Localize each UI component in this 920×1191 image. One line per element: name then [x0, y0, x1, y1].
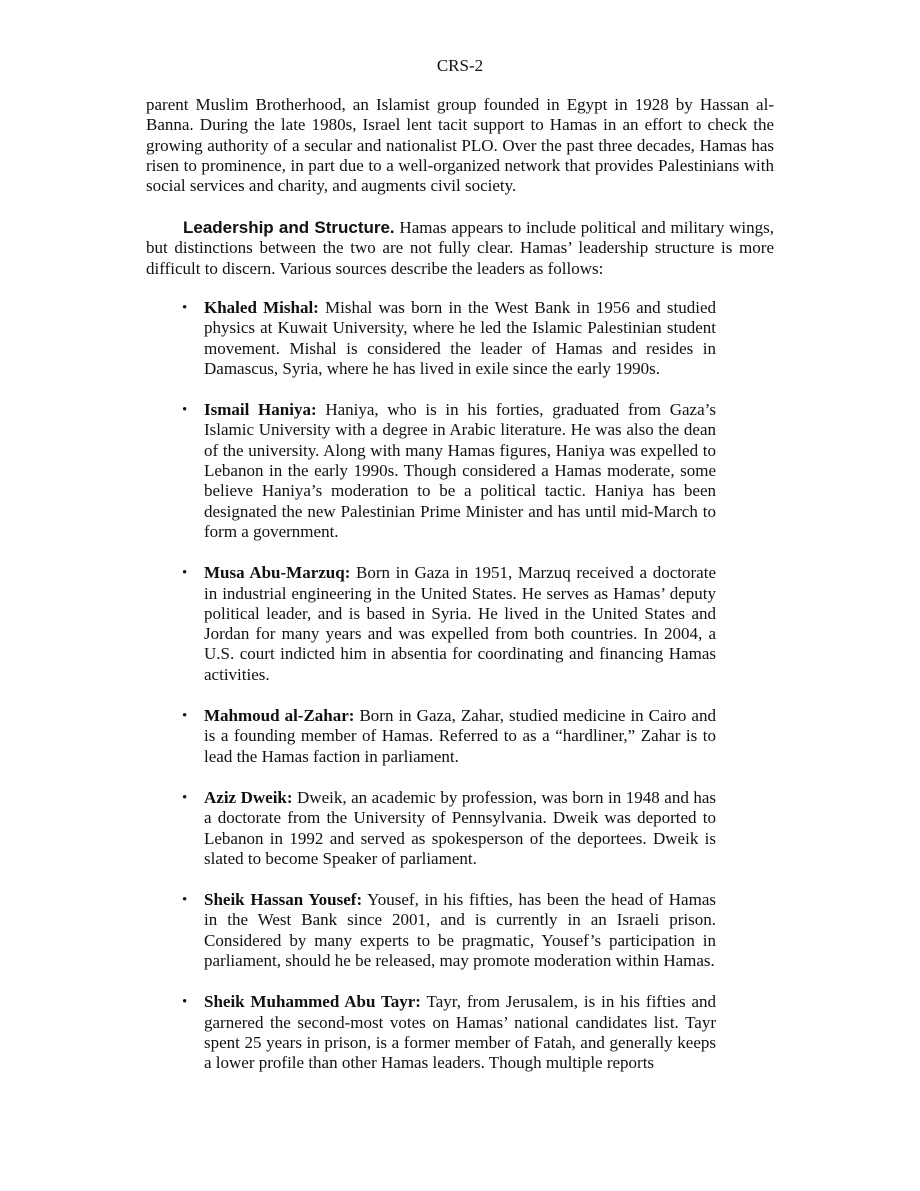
- list-item: [182, 563, 716, 685]
- leader-description: Tayr, from Jerusalem, is in his fifties and garnered the second-most votes on Hamas’ national candidates list. Tayr spent 25 years in prison, is a former member of Fatah, and generally keeps a lower profile than other Hamas leaders. Though multiple reports: [204, 992, 716, 1073]
- leader-description: Born in Gaza, Zahar, studied medicine in Cairo and is a founding member of Hamas. Referred to as a “hardliner,” Zahar is to lead the Hamas faction in parliament.: [204, 706, 716, 766]
- list-item: [182, 706, 716, 767]
- leadership-section: [146, 218, 774, 279]
- bullet-icon: •: [182, 565, 188, 582]
- leadership-paragraph: [146, 218, 774, 279]
- list-item: [182, 788, 716, 869]
- leader-name: Mahmoud al-Zahar:: [204, 706, 355, 726]
- leaders-list: [182, 298, 716, 1095]
- bullet-icon: •: [182, 892, 188, 909]
- leader-name: Sheik Hassan Yousef:: [204, 890, 363, 910]
- list-item: [182, 298, 716, 379]
- page-label: CRS-2: [436, 56, 484, 75]
- leader-name: Sheik Muhammed Abu Tayr:: [204, 992, 421, 1012]
- leader-description: Haniya, who is in his forties, graduated from Gaza’s Islamic University with a degree in Arabic literature. He was also the dean of the university. Along with many Hamas figures, Haniya was expelled to Lebanon in the early 1990s. Though considered a Hamas moderate, some believe Haniya’s moderation to be a political tactic. Haniya has been designated the new Palestinian Prime Minister and has until mid-March to form a government.: [204, 400, 716, 541]
- bullet-icon: •: [182, 402, 188, 419]
- leader-description: Yousef, in his fifties, has been the head of Hamas in the West Bank since 2001, and is currently in an Israeli prison. Considered by many experts to be pragmatic, Yousef’s participation in parliament, should he be released, may promote moderation within Hamas.: [204, 890, 716, 971]
- list-item: [182, 400, 716, 542]
- leader-name: Aziz Dweik:: [204, 787, 293, 807]
- bullet-icon: •: [182, 789, 188, 806]
- bullet-icon: •: [182, 708, 188, 725]
- intro-paragraph: [146, 95, 774, 196]
- list-item: [182, 992, 716, 1073]
- leader-description: Mishal was born in the West Bank in 1956 and studied physics at Kuwait University, where he led the Islamic Palestinian student movement. Mishal is considered the leader of Hamas and resides in Damascus, Syria, where he has lived in exile since the early 1990s.: [204, 298, 716, 378]
- leader-description: Born in Gaza in 1951, Marzuq received a doctorate in industrial engineering in the United States. He serves as Hamas’ deputy political leader, and is based in Syria. He lived in the United States and Jordan for many years and was expelled from both countries. In 2004, a U.S. court indicted him in absentia for coordinating and financing Hamas activities.: [204, 563, 716, 684]
- section-heading: Leadership and Structure.: [183, 218, 395, 237]
- leader-name: Khaled Mishal:: [204, 298, 319, 317]
- bullet-icon: •: [182, 994, 188, 1011]
- leader-name: Musa Abu-Marzuq:: [204, 563, 351, 583]
- leader-name: Ismail Haniya:: [204, 400, 317, 420]
- section-text: Hamas appears to include political and military wings, but distinctions between the two are not fully clear. Hamas’ leadership structure is more difficult to discern. Various sources describe the leaders as follows:: [146, 218, 774, 278]
- intro-text: parent Muslim Brotherhood, an Islamist group founded in Egypt in 1928 by Hassan al-Banna. During the late 1980s, Israel lent tacit support to Hamas in an effort to check the growing authority of a secular and nationalist PLO. Over the past three decades, Hamas has risen to prominence, in part due to a well-organized network that provides Palestinians with social services and charity, and augments civil society.: [146, 95, 774, 196]
- list-item: [182, 890, 716, 971]
- bullet-icon: •: [182, 300, 188, 316]
- leader-description: Dweik, an academic by profession, was born in 1948 and has a doctorate from the University of Pennsylvania. Dweik was deported to Lebanon in 1992 and served as spokesperson of the deportees. Dweik is slated to become Speaker of parliament.: [204, 787, 716, 868]
